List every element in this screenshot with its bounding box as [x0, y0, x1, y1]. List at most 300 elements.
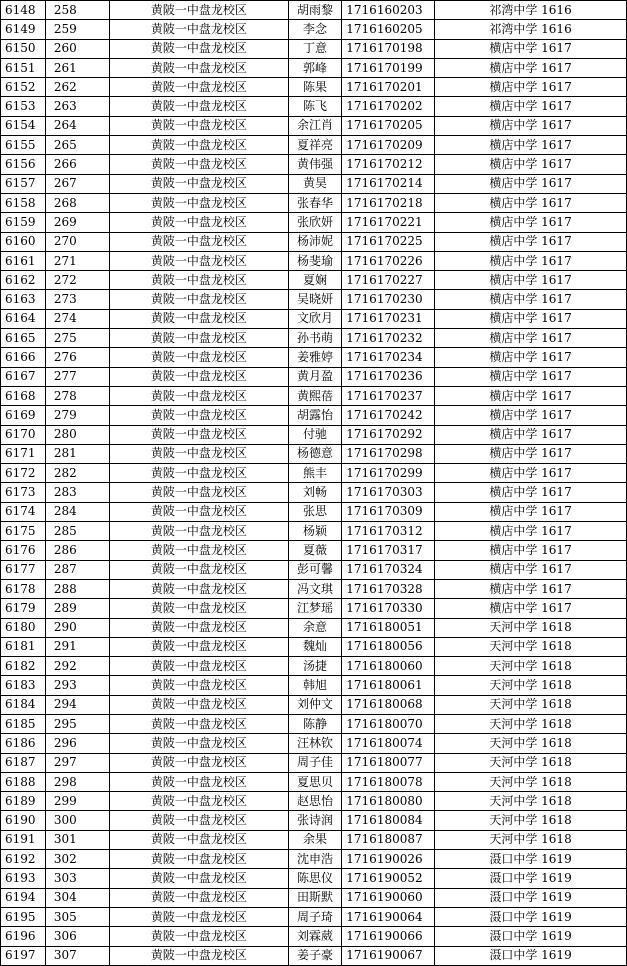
student-name-cell: 赵思怡	[288, 792, 342, 811]
admitted-school-cell: 黄陂一中盘龙校区	[110, 193, 288, 212]
admitted-school-cell: 黄陂一中盘龙校区	[110, 290, 288, 309]
exam-id-cell: 1716180068	[342, 695, 435, 714]
admitted-school-cell: 黄陂一中盘龙校区	[110, 97, 288, 116]
table-row	[1, 406, 627, 425]
table-row	[1, 695, 627, 714]
table-row	[1, 579, 627, 598]
admitted-school-cell: 黄陂一中盘龙校区	[110, 599, 288, 618]
exam-id-cell: 1716170227	[342, 271, 435, 290]
admitted-school-cell: 黄陂一中盘龙校区	[110, 58, 288, 77]
table-row	[1, 753, 627, 772]
exam-id-cell: 1716170328	[342, 579, 435, 598]
global-seq-cell: 6173	[1, 483, 46, 502]
exam-id-cell: 1716170198	[342, 39, 435, 58]
global-seq-cell: 6195	[1, 907, 46, 926]
student-name-cell: 夏思贝	[288, 772, 342, 791]
graduating-school-cell: 横店中学 1617	[435, 39, 627, 58]
school-seq-cell: 281	[45, 444, 109, 463]
exam-id-cell: 1716190064	[342, 907, 435, 926]
admitted-school-cell: 黄陂一中盘龙校区	[110, 386, 288, 405]
graduating-school-cell: 天河中学 1618	[435, 753, 627, 772]
student-name-cell: 陈果	[288, 78, 342, 97]
graduating-school-cell: 天河中学 1618	[435, 792, 627, 811]
school-seq-cell: 270	[45, 232, 109, 251]
school-seq-cell: 295	[45, 714, 109, 733]
admitted-school-cell: 黄陂一中盘龙校区	[110, 271, 288, 290]
table-row	[1, 657, 627, 676]
admitted-school-cell: 黄陂一中盘龙校区	[110, 888, 288, 907]
global-seq-cell: 6193	[1, 869, 46, 888]
student-name-cell: 汪林钦	[288, 734, 342, 753]
student-name-cell: 夏娴	[288, 271, 342, 290]
graduating-school-cell: 横店中学 1617	[435, 348, 627, 367]
global-seq-cell: 6174	[1, 502, 46, 521]
school-seq-cell: 265	[45, 136, 109, 155]
graduating-school-cell: 滠口中学 1619	[435, 946, 627, 965]
student-name-cell: 杨斐瑜	[288, 251, 342, 270]
global-seq-cell: 6151	[1, 58, 46, 77]
global-seq-cell: 6169	[1, 406, 46, 425]
graduating-school-cell: 横店中学 1617	[435, 290, 627, 309]
student-name-cell: 郭峰	[288, 58, 342, 77]
school-seq-cell: 277	[45, 367, 109, 386]
school-seq-cell: 305	[45, 907, 109, 926]
student-name-cell: 黄昊	[288, 174, 342, 193]
exam-id-cell: 1716170221	[342, 213, 435, 232]
student-name-cell: 张春华	[288, 193, 342, 212]
student-name-cell: 杨沛妮	[288, 232, 342, 251]
exam-id-cell: 1716170309	[342, 502, 435, 521]
table-row	[1, 329, 627, 348]
student-name-cell: 杨德意	[288, 444, 342, 463]
student-name-cell: 余果	[288, 830, 342, 849]
exam-id-cell: 1716170212	[342, 155, 435, 174]
school-seq-cell: 292	[45, 657, 109, 676]
table-row	[1, 193, 627, 212]
admitted-school-cell: 黄陂一中盘龙校区	[110, 695, 288, 714]
exam-id-cell: 1716190060	[342, 888, 435, 907]
admitted-school-cell: 黄陂一中盘龙校区	[110, 772, 288, 791]
table-row	[1, 20, 627, 39]
school-seq-cell: 269	[45, 213, 109, 232]
table-row	[1, 830, 627, 849]
admitted-school-cell: 黄陂一中盘龙校区	[110, 39, 288, 58]
graduating-school-cell: 天河中学 1618	[435, 772, 627, 791]
student-name-cell: 黄伟强	[288, 155, 342, 174]
global-seq-cell: 6154	[1, 116, 46, 135]
global-seq-cell: 6191	[1, 830, 46, 849]
school-seq-cell: 271	[45, 251, 109, 270]
exam-id-cell: 1716170232	[342, 329, 435, 348]
global-seq-cell: 6189	[1, 792, 46, 811]
school-seq-cell: 296	[45, 734, 109, 753]
admitted-school-cell: 黄陂一中盘龙校区	[110, 483, 288, 502]
student-name-cell: 周子佳	[288, 753, 342, 772]
exam-id-cell: 1716180051	[342, 618, 435, 637]
exam-id-cell: 1716180056	[342, 637, 435, 656]
graduating-school-cell: 滠口中学 1619	[435, 850, 627, 869]
graduating-school-cell: 天河中学 1618	[435, 714, 627, 733]
admitted-school-cell: 黄陂一中盘龙校区	[110, 522, 288, 541]
global-seq-cell: 6152	[1, 78, 46, 97]
student-name-cell: 熊丰	[288, 464, 342, 483]
table-row	[1, 927, 627, 946]
table-row	[1, 522, 627, 541]
admitted-school-cell: 黄陂一中盘龙校区	[110, 753, 288, 772]
table-row	[1, 946, 627, 965]
exam-id-cell: 1716170242	[342, 406, 435, 425]
school-seq-cell: 307	[45, 946, 109, 965]
table-row	[1, 444, 627, 463]
global-seq-cell: 6185	[1, 714, 46, 733]
school-seq-cell: 280	[45, 425, 109, 444]
exam-id-cell: 1716170330	[342, 599, 435, 618]
exam-id-cell: 1716170230	[342, 290, 435, 309]
graduating-school-cell: 天河中学 1618	[435, 830, 627, 849]
admitted-school-cell: 黄陂一中盘龙校区	[110, 869, 288, 888]
student-name-cell: 沈申浩	[288, 850, 342, 869]
student-name-cell: 余江肖	[288, 116, 342, 135]
school-seq-cell: 276	[45, 348, 109, 367]
global-seq-cell: 6156	[1, 155, 46, 174]
global-seq-cell: 6162	[1, 271, 46, 290]
admitted-school-cell: 黄陂一中盘龙校区	[110, 792, 288, 811]
graduating-school-cell: 滠口中学 1619	[435, 927, 627, 946]
admitted-school-cell: 黄陂一中盘龙校区	[110, 425, 288, 444]
admitted-school-cell: 黄陂一中盘龙校区	[110, 78, 288, 97]
school-seq-cell: 285	[45, 522, 109, 541]
exam-id-cell: 1716170214	[342, 174, 435, 193]
global-seq-cell: 6170	[1, 425, 46, 444]
exam-id-cell: 1716180074	[342, 734, 435, 753]
graduating-school-cell: 横店中学 1617	[435, 193, 627, 212]
school-seq-cell: 302	[45, 850, 109, 869]
student-name-cell: 周子琦	[288, 907, 342, 926]
global-seq-cell: 6196	[1, 927, 46, 946]
school-seq-cell: 278	[45, 386, 109, 405]
exam-id-cell: 1716160205	[342, 20, 435, 39]
table-row	[1, 78, 627, 97]
exam-id-cell: 1716180084	[342, 811, 435, 830]
school-seq-cell: 260	[45, 39, 109, 58]
graduating-school-cell: 横店中学 1617	[435, 599, 627, 618]
table-row	[1, 39, 627, 58]
global-seq-cell: 6186	[1, 734, 46, 753]
graduating-school-cell: 天河中学 1618	[435, 811, 627, 830]
school-seq-cell: 298	[45, 772, 109, 791]
global-seq-cell: 6177	[1, 560, 46, 579]
admitted-school-cell: 黄陂一中盘龙校区	[110, 116, 288, 135]
admitted-school-cell: 黄陂一中盘龙校区	[110, 213, 288, 232]
admitted-school-cell: 黄陂一中盘龙校区	[110, 136, 288, 155]
school-seq-cell: 267	[45, 174, 109, 193]
global-seq-cell: 6150	[1, 39, 46, 58]
graduating-school-cell: 滠口中学 1619	[435, 869, 627, 888]
graduating-school-cell: 横店中学 1617	[435, 136, 627, 155]
school-seq-cell: 284	[45, 502, 109, 521]
exam-id-cell: 1716180060	[342, 657, 435, 676]
global-seq-cell: 6164	[1, 309, 46, 328]
student-name-cell: 姜子豪	[288, 946, 342, 965]
admitted-school-cell: 黄陂一中盘龙校区	[110, 907, 288, 926]
global-seq-cell: 6184	[1, 695, 46, 714]
school-seq-cell: 297	[45, 753, 109, 772]
global-seq-cell: 6190	[1, 811, 46, 830]
student-name-cell: 刘仲文	[288, 695, 342, 714]
global-seq-cell: 6178	[1, 579, 46, 598]
school-seq-cell: 283	[45, 483, 109, 502]
admitted-school-cell: 黄陂一中盘龙校区	[110, 560, 288, 579]
student-name-cell: 陈飞	[288, 97, 342, 116]
student-name-cell: 张诗润	[288, 811, 342, 830]
graduating-school-cell: 横店中学 1617	[435, 367, 627, 386]
school-seq-cell: 294	[45, 695, 109, 714]
student-name-cell: 姜雅婷	[288, 348, 342, 367]
school-seq-cell: 304	[45, 888, 109, 907]
student-name-cell: 汤捷	[288, 657, 342, 676]
student-name-cell: 江梦瑶	[288, 599, 342, 618]
school-seq-cell: 286	[45, 541, 109, 560]
global-seq-cell: 6155	[1, 136, 46, 155]
exam-id-cell: 1716160203	[342, 1, 435, 20]
student-name-cell: 吴晓妍	[288, 290, 342, 309]
admitted-school-cell: 黄陂一中盘龙校区	[110, 20, 288, 39]
admitted-school-cell: 黄陂一中盘龙校区	[110, 714, 288, 733]
school-seq-cell: 275	[45, 329, 109, 348]
global-seq-cell: 6182	[1, 657, 46, 676]
table-row	[1, 251, 627, 270]
global-seq-cell: 6149	[1, 20, 46, 39]
graduating-school-cell: 横店中学 1617	[435, 579, 627, 598]
admitted-school-cell: 黄陂一中盘龙校区	[110, 444, 288, 463]
global-seq-cell: 6158	[1, 193, 46, 212]
admitted-school-cell: 黄陂一中盘龙校区	[110, 367, 288, 386]
school-seq-cell: 261	[45, 58, 109, 77]
admitted-school-cell: 黄陂一中盘龙校区	[110, 657, 288, 676]
graduating-school-cell: 横店中学 1617	[435, 522, 627, 541]
student-name-cell: 丁意	[288, 39, 342, 58]
graduating-school-cell: 横店中学 1617	[435, 116, 627, 135]
graduating-school-cell: 横店中学 1617	[435, 251, 627, 270]
table-row	[1, 637, 627, 656]
global-seq-cell: 6165	[1, 329, 46, 348]
table-row	[1, 811, 627, 830]
admitted-school-cell: 黄陂一中盘龙校区	[110, 348, 288, 367]
table-row	[1, 58, 627, 77]
table-row	[1, 155, 627, 174]
student-name-cell: 孙书萌	[288, 329, 342, 348]
school-seq-cell: 306	[45, 927, 109, 946]
admitted-school-cell: 黄陂一中盘龙校区	[110, 174, 288, 193]
graduating-school-cell: 滠口中学 1619	[435, 907, 627, 926]
global-seq-cell: 6157	[1, 174, 46, 193]
admitted-school-cell: 黄陂一中盘龙校区	[110, 309, 288, 328]
school-seq-cell: 291	[45, 637, 109, 656]
global-seq-cell: 6197	[1, 946, 46, 965]
exam-id-cell: 1716170292	[342, 425, 435, 444]
admitted-school-cell: 黄陂一中盘龙校区	[110, 811, 288, 830]
table-row	[1, 425, 627, 444]
exam-id-cell: 1716190067	[342, 946, 435, 965]
exam-id-cell: 1716170205	[342, 116, 435, 135]
exam-id-cell: 1716170317	[342, 541, 435, 560]
exam-id-cell: 1716170201	[342, 78, 435, 97]
student-name-cell: 李念	[288, 20, 342, 39]
school-seq-cell: 266	[45, 155, 109, 174]
graduating-school-cell: 横店中学 1617	[435, 309, 627, 328]
table-row	[1, 213, 627, 232]
graduating-school-cell: 天河中学 1618	[435, 676, 627, 695]
admitted-school-cell: 黄陂一中盘龙校区	[110, 579, 288, 598]
table-row	[1, 174, 627, 193]
table-row	[1, 309, 627, 328]
student-name-cell: 刘畅	[288, 483, 342, 502]
table-row	[1, 483, 627, 502]
global-seq-cell: 6161	[1, 251, 46, 270]
student-name-cell: 张思	[288, 502, 342, 521]
exam-id-cell: 1716170209	[342, 136, 435, 155]
student-name-cell: 夏薇	[288, 541, 342, 560]
graduating-school-cell: 天河中学 1618	[435, 734, 627, 753]
table-row	[1, 386, 627, 405]
exam-id-cell: 1716170234	[342, 348, 435, 367]
school-seq-cell: 299	[45, 792, 109, 811]
graduating-school-cell: 横店中学 1617	[435, 541, 627, 560]
table-row	[1, 116, 627, 135]
graduating-school-cell: 天河中学 1618	[435, 695, 627, 714]
student-name-cell: 杨颖	[288, 522, 342, 541]
global-seq-cell: 6176	[1, 541, 46, 560]
student-name-cell: 魏灿	[288, 637, 342, 656]
student-name-cell: 张欣妍	[288, 213, 342, 232]
table-row	[1, 714, 627, 733]
global-seq-cell: 6183	[1, 676, 46, 695]
exam-id-cell: 1716170312	[342, 522, 435, 541]
admitted-school-cell: 黄陂一中盘龙校区	[110, 734, 288, 753]
global-seq-cell: 6167	[1, 367, 46, 386]
school-seq-cell: 273	[45, 290, 109, 309]
exam-id-cell: 1716170303	[342, 483, 435, 502]
table-row	[1, 97, 627, 116]
admitted-school-cell: 黄陂一中盘龙校区	[110, 946, 288, 965]
table-row	[1, 869, 627, 888]
exam-id-cell: 1716170237	[342, 386, 435, 405]
exam-id-cell: 1716180070	[342, 714, 435, 733]
admitted-school-cell: 黄陂一中盘龙校区	[110, 637, 288, 656]
school-seq-cell: 259	[45, 20, 109, 39]
exam-id-cell: 1716190052	[342, 869, 435, 888]
student-name-cell: 彭可馨	[288, 560, 342, 579]
table-row	[1, 676, 627, 695]
graduating-school-cell: 横店中学 1617	[435, 232, 627, 251]
exam-id-cell: 1716170218	[342, 193, 435, 212]
school-seq-cell: 262	[45, 78, 109, 97]
admitted-school-cell: 黄陂一中盘龙校区	[110, 618, 288, 637]
table-row	[1, 792, 627, 811]
student-name-cell: 陈思仪	[288, 869, 342, 888]
graduating-school-cell: 天河中学 1618	[435, 618, 627, 637]
student-name-cell: 刘霖葳	[288, 927, 342, 946]
table-row	[1, 888, 627, 907]
student-name-cell: 余意	[288, 618, 342, 637]
admitted-school-cell: 黄陂一中盘龙校区	[110, 541, 288, 560]
school-seq-cell: 289	[45, 599, 109, 618]
graduating-school-cell: 横店中学 1617	[435, 97, 627, 116]
global-seq-cell: 6172	[1, 464, 46, 483]
graduating-school-cell: 横店中学 1617	[435, 406, 627, 425]
exam-id-cell: 1716170236	[342, 367, 435, 386]
student-name-cell: 文欣月	[288, 309, 342, 328]
graduating-school-cell: 横店中学 1617	[435, 560, 627, 579]
global-seq-cell: 6179	[1, 599, 46, 618]
global-seq-cell: 6160	[1, 232, 46, 251]
graduating-school-cell: 滠口中学 1619	[435, 888, 627, 907]
admitted-school-cell: 黄陂一中盘龙校区	[110, 406, 288, 425]
admitted-school-cell: 黄陂一中盘龙校区	[110, 155, 288, 174]
school-seq-cell: 258	[45, 1, 109, 20]
graduating-school-cell: 横店中学 1617	[435, 329, 627, 348]
student-name-cell: 夏祥亮	[288, 136, 342, 155]
graduating-school-cell: 横店中学 1617	[435, 213, 627, 232]
graduating-school-cell: 横店中学 1617	[435, 271, 627, 290]
global-seq-cell: 6181	[1, 637, 46, 656]
student-name-cell: 胡露怡	[288, 406, 342, 425]
exam-id-cell: 1716170225	[342, 232, 435, 251]
exam-id-cell: 1716180077	[342, 753, 435, 772]
table-row	[1, 541, 627, 560]
graduating-school-cell: 横店中学 1617	[435, 386, 627, 405]
exam-id-cell: 1716190026	[342, 850, 435, 869]
student-name-cell: 黄熙蓓	[288, 386, 342, 405]
student-name-cell: 陈静	[288, 714, 342, 733]
student-name-cell: 黄月盈	[288, 367, 342, 386]
exam-id-cell: 1716170299	[342, 464, 435, 483]
global-seq-cell: 6188	[1, 772, 46, 791]
table-row	[1, 136, 627, 155]
exam-id-cell: 1716180061	[342, 676, 435, 695]
graduating-school-cell: 天河中学 1618	[435, 657, 627, 676]
graduating-school-cell: 天河中学 1618	[435, 637, 627, 656]
graduating-school-cell: 横店中学 1617	[435, 502, 627, 521]
table-row	[1, 464, 627, 483]
exam-id-cell: 1716180080	[342, 792, 435, 811]
admitted-school-cell: 黄陂一中盘龙校区	[110, 1, 288, 20]
table-row	[1, 502, 627, 521]
admitted-school-cell: 黄陂一中盘龙校区	[110, 676, 288, 695]
graduating-school-cell: 横店中学 1617	[435, 78, 627, 97]
table-row	[1, 290, 627, 309]
global-seq-cell: 6194	[1, 888, 46, 907]
table-row	[1, 367, 627, 386]
global-seq-cell: 6180	[1, 618, 46, 637]
table-row	[1, 734, 627, 753]
admitted-school-cell: 黄陂一中盘龙校区	[110, 232, 288, 251]
admitted-school-cell: 黄陂一中盘龙校区	[110, 329, 288, 348]
global-seq-cell: 6175	[1, 522, 46, 541]
school-seq-cell: 287	[45, 560, 109, 579]
table-row	[1, 348, 627, 367]
graduating-school-cell: 祁湾中学 1616	[435, 1, 627, 20]
exam-id-cell: 1716170231	[342, 309, 435, 328]
student-name-cell: 冯文琪	[288, 579, 342, 598]
table-row	[1, 772, 627, 791]
exam-id-cell: 1716170202	[342, 97, 435, 116]
school-seq-cell: 301	[45, 830, 109, 849]
table-body	[1, 1, 627, 966]
global-seq-cell: 6148	[1, 1, 46, 20]
exam-id-cell: 1716170324	[342, 560, 435, 579]
global-seq-cell: 6163	[1, 290, 46, 309]
